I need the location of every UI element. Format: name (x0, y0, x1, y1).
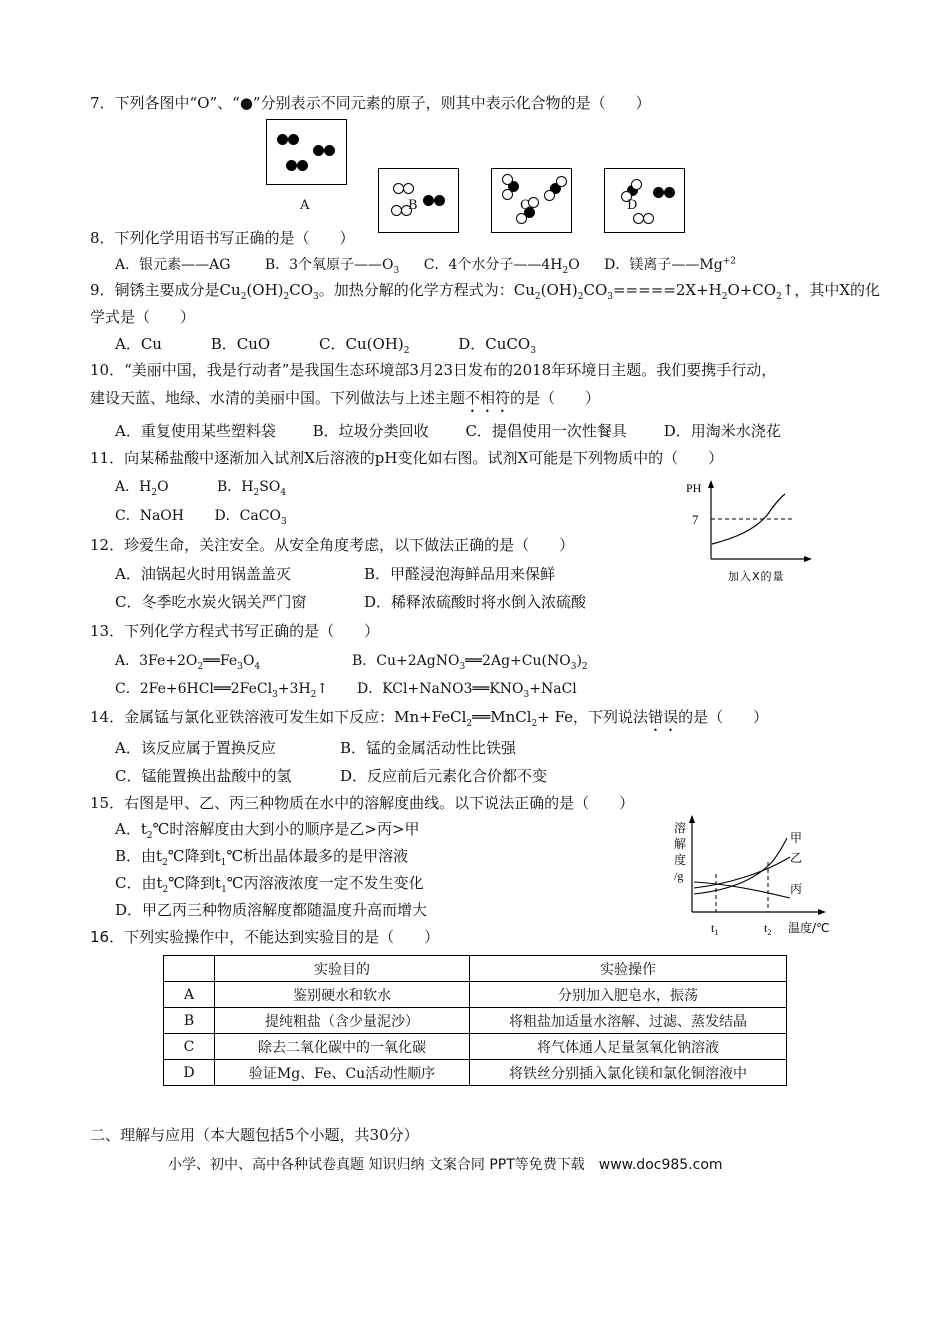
q10-option-b: B．垃圾分类回收 (312, 422, 429, 440)
table-cell: 除去二氧化碳中的一氧化碳 (215, 1034, 470, 1060)
q7-box-b (378, 168, 459, 233)
black-atom-icon (653, 187, 664, 198)
sol-label-bing: 丙 (790, 882, 803, 896)
q7-label-b: B (408, 198, 418, 213)
ph-chart-x-label: 加入X的量 (728, 570, 785, 583)
q10-options (115, 420, 781, 441)
section-heading: 二、理解与应用（本大题包括5个小题，共30分） (90, 1126, 419, 1144)
sol-chart-x-arrow (818, 909, 826, 915)
sol-chart-x-label: 温度/℃ (788, 921, 830, 935)
q7-label-d: D (627, 198, 638, 213)
q8-option-d: D．镁离子$——Mg^{+2}$ (604, 256, 736, 273)
sol-chart-y-label-1: 溶 (674, 821, 687, 835)
sol-tick-t1: $t_1$ (711, 921, 719, 937)
q11-option-b: B．$H_2SO_4$ (217, 479, 287, 498)
q12-option-d: D．稀释浓硫酸时将水倒入浓硫酸 (364, 593, 587, 611)
q7-box-d (604, 168, 685, 233)
q13-option-c: C．$2Fe+6HCl══2FeCl_3+3H_2↑$ (115, 681, 329, 700)
q7-label-a: A (300, 198, 310, 213)
white-atom-icon (502, 189, 513, 200)
q10-stem-line1: 10．“美丽中国，我是行动者”是我国生态环境部3月23日发布的2018年环境日主题。我们要携手行动， (90, 361, 777, 379)
q7-box-a (266, 119, 347, 185)
white-atom-icon (556, 176, 567, 187)
q9-option-b: B．CuO (210, 335, 271, 353)
table-cell: 提纯粗盐（含少量泥沙） (215, 1008, 470, 1034)
q10-stem-line2: 建设天蓝、地绿、水清的美丽中国。下列做法与上述主题不相符的是（ ） (90, 389, 601, 407)
q13-option-a: A．$3Fe+2O_2══Fe_3O_4$ (115, 653, 261, 672)
q7-box-c (491, 168, 572, 233)
q8-options (115, 254, 736, 276)
black-atom-icon (313, 145, 324, 156)
table-header-cell: 实验操作 (470, 956, 787, 982)
table-cell: D (164, 1060, 215, 1086)
q8-option-b: B．3个氧原子$——O_3$ (264, 257, 400, 276)
table-cell: 将粗盐加适量水溶解、过滤、蒸发结晶 (470, 1008, 787, 1034)
table-cell: 验证Mg、Fe、Cu活动性顺序 (215, 1060, 470, 1086)
black-atom-icon (664, 187, 675, 198)
q15-option-a: A．$t_2℃$时溶解度由大到小的顺序是乙>丙>甲 (115, 820, 420, 841)
q12-option-c: C．冬季吃水炭火锅关严门窗 (115, 593, 307, 611)
solubility-chart (672, 812, 847, 940)
table-cell: B (164, 1008, 215, 1034)
ph-chart-y-label: PH (686, 481, 702, 495)
q10-option-c: C．提倡使用一次性餐具 (465, 422, 627, 440)
black-atom-icon (297, 160, 308, 171)
q8-stem: 8．下列化学用语书写正确的是（ ） (90, 229, 355, 247)
q9-options (115, 333, 536, 356)
table-cell: A (164, 982, 215, 1008)
sol-label-yi: 乙 (790, 851, 803, 865)
sol-curve-bing (694, 882, 790, 898)
q11-stem: 11．向某稀盐酸中逐渐加入试剂X后溶液的pH变化如右图。试剂X可能是下列物质中的（ ） (90, 449, 724, 467)
table-row (164, 982, 787, 1008)
q11-options-row1 (115, 476, 286, 498)
q14-option-c: C．锰能置换出盐酸中的氢 (115, 767, 292, 785)
q12-option-a: A．油锅起火时用锅盖盖灭 (115, 565, 291, 583)
table-cell: 分别加入肥皂水，振荡 (470, 982, 787, 1008)
q7-label-c: C (520, 198, 530, 213)
black-atom-icon (288, 134, 299, 145)
q11-option-a: A．$H_2O$ (115, 479, 169, 498)
q9-stem-line2: 学式是（ ） (90, 308, 196, 326)
q14-option-d: D．反应前后元素化合价都不变 (340, 767, 548, 785)
white-atom-icon (643, 213, 654, 224)
q7-stem: 7．下列各图中“O”、“●”分别表示不同元素的原子，则其中表示化合物的是（ ） (90, 94, 651, 112)
white-atom-icon (631, 179, 642, 190)
ph-chart-tick-7: 7 (692, 512, 699, 527)
ph-chart (680, 478, 830, 588)
q16-stem: 16．下列实验操作中，不能达到实验目的是（ ） (90, 928, 440, 946)
q13-option-b: B．$Cu+2AgNO_3══2Ag+Cu(NO_3)_2$ (352, 653, 588, 672)
q14-option-b: B．锰的金属活动性比铁强 (340, 739, 517, 757)
q13-stem: 13．下列化学方程式书写正确的是（ ） (90, 622, 380, 640)
q15-option-b: B．由$t_2℃$降到$t_1℃$析出晶体最多的是甲溶液 (115, 847, 409, 868)
sol-chart-y-arrow (689, 815, 695, 823)
white-atom-icon (502, 174, 513, 185)
white-atom-icon (516, 213, 527, 224)
footer-text: 小学、初中、高中各种试卷真题 知识归纳 文案合同 PPT等免费下载 www.doc985.com (168, 1157, 723, 1173)
white-atom-icon (403, 183, 414, 194)
sol-tick-t2: $t_2$ (764, 921, 772, 937)
q14-option-a: A．该反应属于置换反应 (115, 739, 276, 757)
table-header-cell: 实验目的 (215, 956, 470, 982)
table-row (164, 1060, 787, 1086)
sol-chart-y-label-2: 解 (674, 837, 687, 851)
black-atom-icon (434, 195, 445, 206)
q11-options-row2 (115, 505, 287, 527)
q12-stem: 12．珍爱生命，关注安全。从安全角度考虑，以下做法正确的是（ ） (90, 536, 575, 554)
q9-stem-line1: 9．铜锈主要成分是$Cu_2(OH)_2CO_3$。加热分解的化学方程式为：$Cu_2(OH)_2CO_3=====2X+H_2O+CO_2↑$，其中X的化 (90, 281, 881, 302)
q10-option-a: A．重复使用某些塑料袋 (115, 422, 276, 440)
black-atom-icon (277, 134, 288, 145)
ph-chart-y-arrow (708, 480, 714, 488)
q9-option-a: A．Cu (115, 335, 162, 353)
table-cell: C (164, 1034, 215, 1060)
q16-table (163, 955, 787, 1086)
black-atom-icon (324, 145, 335, 156)
table-row (164, 1008, 787, 1034)
white-atom-icon (544, 190, 555, 201)
q8-option-c: C．4个水分子$——4H_2O$ (423, 257, 580, 276)
q12-option-b: B．甲醛浸泡海鲜品用来保鲜 (364, 565, 556, 583)
black-atom-icon (423, 195, 434, 206)
black-atom-icon (286, 160, 297, 171)
table-cell: 鉴别硬水和软水 (215, 982, 470, 1008)
q15-option-c: C．由$t_2℃$降到$t_1℃$丙溶液浓度一定不发生变化 (115, 874, 424, 895)
table-cell: 将气体通人足量氢氧化钠溶液 (470, 1034, 787, 1060)
table-header-cell (164, 956, 215, 982)
sol-label-jia: 甲 (790, 831, 803, 845)
sol-chart-y-label-4: /g (674, 869, 684, 883)
sol-chart-y-label-3: 度 (674, 853, 687, 867)
q11-option-c: C．NaOH (115, 508, 184, 524)
q8-option-a: A．银元素——AG (115, 257, 231, 273)
q10-option-d: D．用淘米水浇花 (663, 422, 781, 440)
q14-stem: 14．金属锰与氯化亚铁溶液可发生如下反应：Mn+FeCl$_2$══MnCl$_2$+ Fe，下列说法错误的是（ ） (90, 708, 769, 729)
table-header-row (164, 956, 787, 982)
q11-option-d: D．CaCO$_3$ (214, 508, 287, 527)
q15-stem: 15．右图是甲、乙、丙三种物质在水中的溶解度曲线。以下说法正确的是（ ） (90, 794, 635, 812)
q9-option-c: C．$Cu(OH)_2$ (319, 335, 410, 356)
ph-chart-x-arrow (804, 556, 812, 562)
table-row (164, 1034, 787, 1060)
q15-option-d: D．甲乙丙三种物质溶解度都随温度升高而增大 (115, 901, 428, 919)
table-cell: 将铁丝分别插入氯化镁和氯化铜溶液中 (470, 1060, 787, 1086)
q13-option-d: D．$KCl+NaNO3══KNO_3+NaCl$ (357, 681, 577, 700)
q9-option-d: D．CuCO$_3$ (458, 335, 536, 356)
